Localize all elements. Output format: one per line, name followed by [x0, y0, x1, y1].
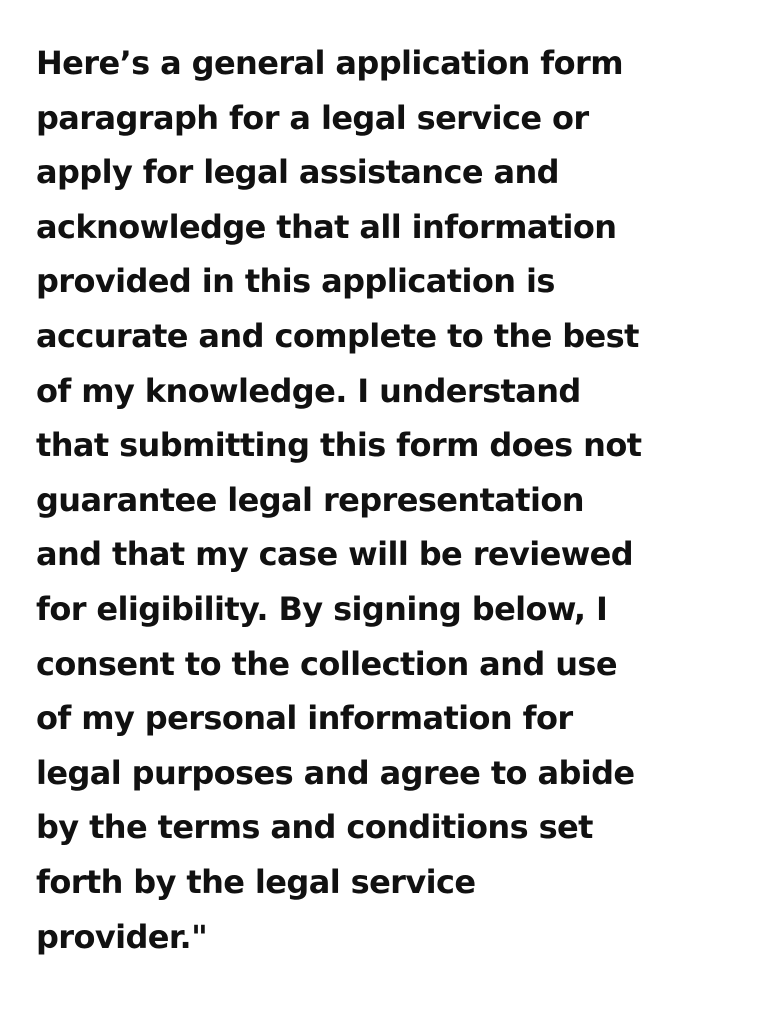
- paragraph-line: of my personal information for: [36, 699, 573, 738]
- paragraph-line: forth by the legal service: [36, 862, 476, 901]
- paragraph-line: accurate and complete to the best: [36, 316, 639, 355]
- paragraph-line: and that my case will be reviewed: [36, 535, 634, 574]
- paragraph-line: guarantee legal representation: [36, 480, 584, 519]
- application-form-paragraph: [36, 36, 736, 964]
- paragraph-line: Here’s a general application form: [36, 44, 623, 82]
- paragraph-line: provider.": [36, 917, 208, 956]
- paragraph-line: provided in this application is: [36, 262, 555, 301]
- paragraph-line: for eligibility. By signing below, I: [36, 589, 608, 628]
- paragraph-line: consent to the collection and use: [36, 644, 617, 683]
- paragraph-line: of my knowledge. I understand: [36, 371, 581, 410]
- paragraph-line: apply for legal assistance and: [36, 153, 559, 192]
- paragraph-line: acknowledge that all information: [36, 207, 617, 246]
- paragraph-line: by the terms and conditions set: [36, 808, 593, 847]
- paragraph-line: legal purposes and agree to abide: [36, 753, 635, 792]
- paragraph-line: paragraph for a legal service or: [36, 98, 589, 137]
- paragraph-line: that submitting this form does not: [36, 426, 642, 465]
